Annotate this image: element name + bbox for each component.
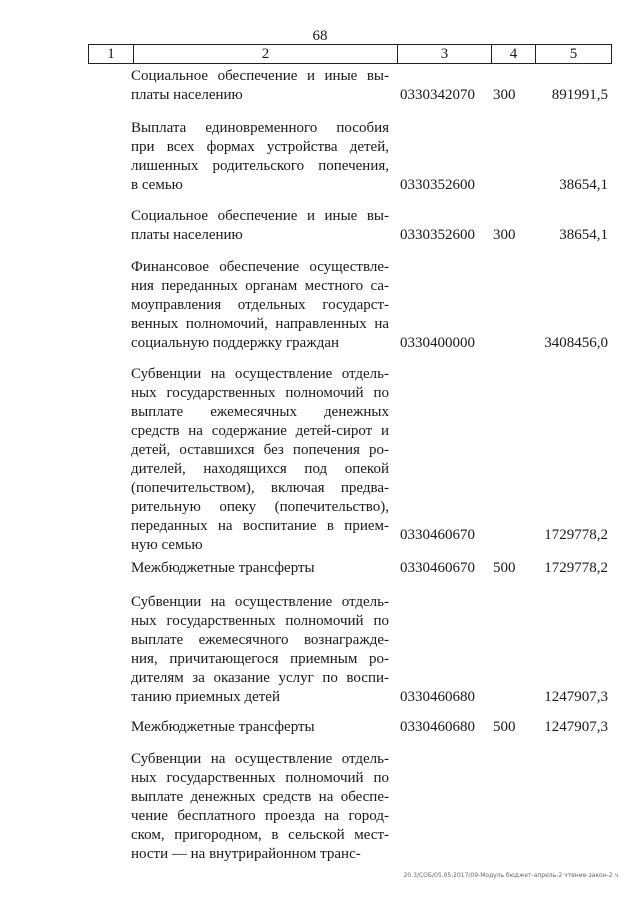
description-line: платы населению [131, 227, 243, 243]
header-col-3: 3 [398, 45, 492, 63]
row-description [131, 559, 389, 578]
description-line: детей, оставшихся без попечения ро- [131, 442, 389, 458]
description-line: моуправления отдельных государст- [131, 297, 389, 313]
row-description [131, 207, 389, 245]
row-code: 0330460670 [400, 527, 475, 543]
description-line: средств на содержание детей-сирот и [131, 423, 389, 439]
row-expense-type: 300 [493, 227, 516, 243]
row-amount: 38654,1 [559, 227, 608, 243]
description-line: ную семью [131, 537, 203, 553]
description-line: ния, причитающегося приемным ро- [131, 651, 389, 667]
description-line: ском, пригородном, в сельской мест- [131, 827, 389, 843]
description-line: (попечительством), включая предва- [131, 480, 389, 496]
row-code: 0330342070 [400, 87, 475, 103]
footer-stamp: 20 3/СОБ/05.05.2017/09-Модуль бюджет-апрель-2 чтение-закон-2 ч [403, 872, 618, 879]
description-line: лишенных родительского попечения, [131, 158, 389, 174]
description-line: Субвенции на осуществление отдель- [131, 751, 389, 767]
row-code: 0330352600 [400, 227, 475, 243]
description-line: ния переданных органам местного са- [131, 278, 389, 294]
description-line: при всех формах устройства детей, [131, 139, 389, 155]
description-line: ных государственных полномочий по [131, 613, 389, 629]
description-line: Субвенции на осуществление отдель- [131, 594, 389, 610]
description-line: Межбюджетные трансферты [131, 719, 315, 735]
header-col-1: 1 [89, 45, 134, 63]
description-line: дителям за оказание услуг по воспи- [131, 670, 389, 686]
row-expense-type: 500 [493, 719, 516, 735]
row-code: 0330400000 [400, 335, 475, 351]
row-code: 0330460670 [400, 560, 475, 576]
description-line: выплате ежемесячных денежных [131, 404, 389, 420]
row-description [131, 718, 389, 737]
row-description [131, 593, 389, 707]
description-line: в семью [131, 177, 183, 193]
header-col-5: 5 [569, 46, 578, 62]
description-line: венных полномочий, направленных на [131, 316, 389, 332]
description-line: ных государственных полномочий по [131, 385, 389, 401]
description-line: ности — на внутрирайонном транс- [131, 846, 361, 862]
description-line: чение бесплатного проезда на город- [131, 808, 389, 824]
description-line: переданных на воспитание в прием- [131, 518, 389, 534]
row-amount: 1729778,2 [544, 560, 608, 576]
table-header [88, 44, 612, 64]
header-col-2: 2 [134, 45, 398, 63]
description-line: Межбюджетные трансферты [131, 560, 315, 576]
description-line: Субвенции на осуществление отдель- [131, 366, 389, 382]
description-line: Социальное обеспечение и иные вы- [131, 208, 389, 224]
row-description [131, 119, 389, 195]
description-line: дителей, находящихся под опекой [131, 461, 389, 477]
description-line: выплате денежных средств на обеспе- [131, 789, 389, 805]
row-code: 0330460680 [400, 689, 475, 705]
row-amount: 1247907,3 [544, 719, 608, 735]
row-description [131, 67, 389, 105]
row-code: 0330352600 [400, 177, 475, 193]
row-expense-type: 300 [493, 87, 516, 103]
row-amount: 1729778,2 [544, 527, 608, 543]
description-line: Выплата единовременного пособия [131, 120, 389, 136]
description-line: танию приемных детей [131, 689, 280, 705]
description-line: платы населению [131, 87, 243, 103]
row-description [131, 365, 389, 555]
row-amount: 891991,5 [551, 87, 608, 103]
description-line: Социальное обеспечение и иные вы- [131, 68, 389, 84]
header-col-4: 4 [492, 45, 536, 63]
row-code: 0330460680 [400, 719, 475, 735]
row-amount: 1247907,3 [544, 689, 608, 705]
row-amount: 38654,1 [559, 177, 608, 193]
description-line: рительную опеку (попечительство), [131, 499, 389, 515]
page-number: 68 [312, 28, 328, 44]
row-amount: 3408456,0 [544, 335, 608, 351]
row-expense-type: 500 [493, 560, 516, 576]
description-line: социальную поддержку граждан [131, 335, 340, 351]
row-description [131, 258, 389, 353]
description-line: ных государственных полномочий по [131, 770, 389, 786]
description-line: выплате ежемесячного вознагражде- [131, 632, 389, 648]
description-line: Финансовое обеспечение осуществле- [131, 259, 389, 275]
row-description [131, 750, 389, 864]
